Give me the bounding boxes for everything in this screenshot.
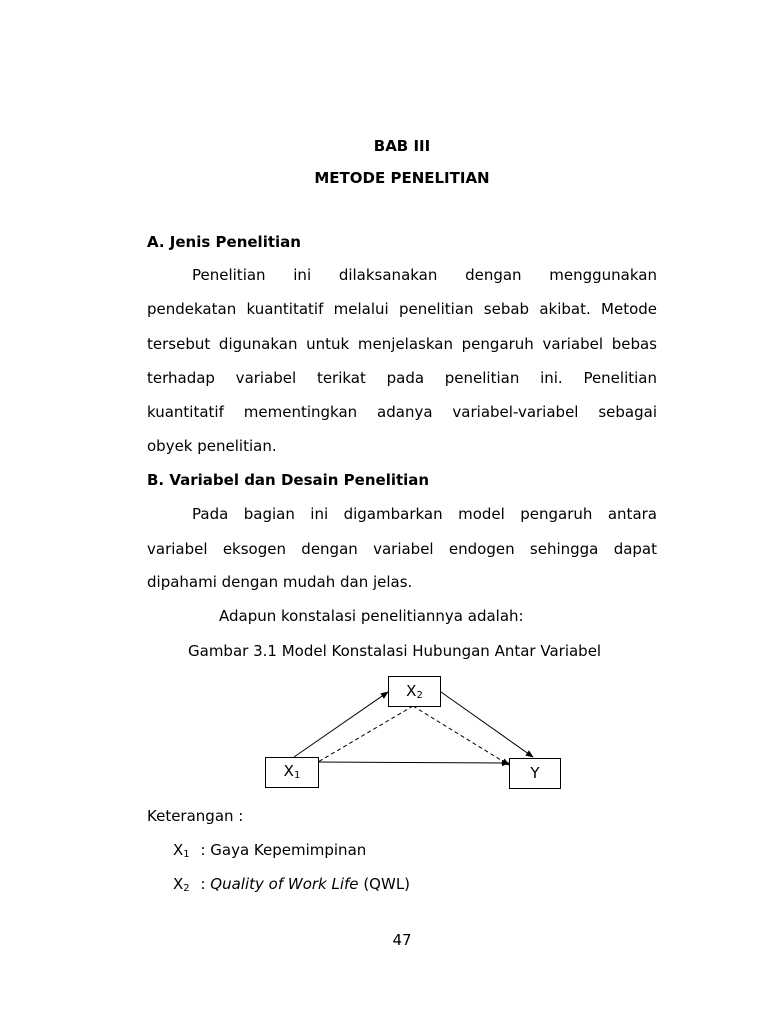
legend-x2-suffix: (QWL) (363, 875, 411, 893)
section-a-line-6: obyek penelitian. (147, 437, 277, 455)
section-a-heading: A. Jenis Penelitian (147, 233, 301, 251)
section-a-line-3: tersebut digunakan untuk menjelaskan pengaruh variabel bebas (147, 335, 657, 353)
legend-x1-desc: : Gaya Kepemimpinan (200, 841, 367, 859)
arrow-x2-to-y (441, 692, 533, 757)
section-b-line-1: Pada bagian ini digambarkan model pengaruh antara (192, 505, 657, 523)
dashed-arrow-x2-to-y (413, 706, 509, 765)
section-a-line-4: terhadap variabel terikat pada penelitian ini. Penelitian (147, 369, 657, 387)
node-x1-sub: 1 (293, 770, 301, 781)
legend-x1-sub: 1 (183, 849, 190, 860)
node-x1 (265, 757, 319, 788)
legend-heading: Keterangan : (147, 807, 244, 825)
dashed-line-x2-x1 (318, 706, 413, 762)
node-x2-sub: 2 (416, 690, 423, 701)
section-a-line-5: kuantitatif mementingkan adanya variabel-variabel sebagai (147, 403, 657, 421)
arrow-x1-to-y (318, 762, 509, 763)
section-a-line-1: Penelitian ini dilaksanakan dengan menggunakan (192, 266, 657, 284)
legend-x2-sub: 2 (183, 883, 190, 894)
section-b-heading: B. Variabel dan Desain Penelitian (147, 471, 430, 489)
chapter-number: BAB III (373, 137, 431, 155)
chapter-title: METODE PENELITIAN (314, 169, 490, 187)
node-x1-base: X (283, 762, 294, 780)
arrow-x1-to-x2 (294, 692, 388, 757)
section-b-line-2: variabel eksogen dengan variabel endogen sehingga dapat (147, 540, 657, 558)
node-x2-base: X (406, 682, 417, 700)
node-y: Y (509, 758, 561, 789)
page-number: 47 (392, 931, 412, 949)
legend-x2-base: X (173, 875, 184, 893)
legend-x1-base: X (173, 841, 184, 859)
section-a-line-2: pendekatan kuantitatif melalui penelitian sebab akibat. Metode (147, 300, 657, 318)
legend-item-x2 (173, 874, 410, 899)
legend-item-x1 (173, 840, 366, 865)
node-x2 (388, 676, 441, 707)
legend-x2-italic: Quality of Work Life (210, 875, 359, 893)
figure-caption: Gambar 3.1 Model Konstalasi Hubungan Antar Variabel (188, 642, 602, 660)
section-b-line-3: dipahami dengan mudah dan jelas. (147, 573, 413, 591)
constellation-intro: Adapun konstalasi penelitiannya adalah: (219, 607, 524, 625)
legend-x2-colon: : (200, 875, 206, 893)
